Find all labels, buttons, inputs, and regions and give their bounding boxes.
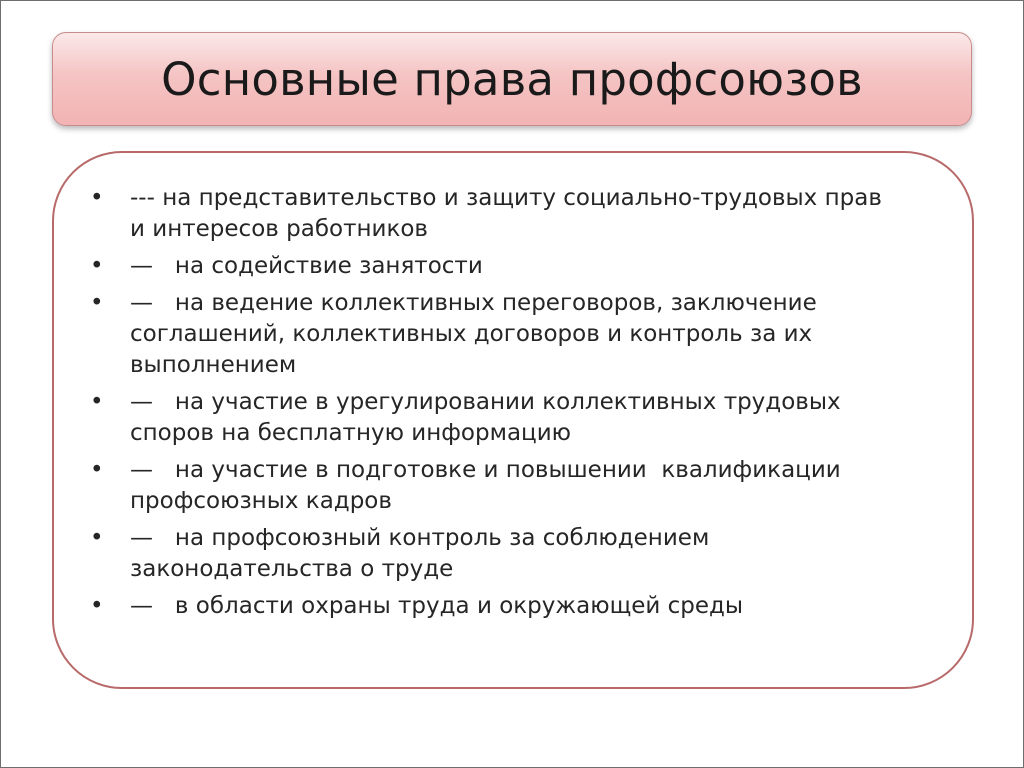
list-item-text: --- на представительство и защиту социально-трудовых прав и интересов работников xyxy=(130,185,882,242)
list-item-text: — на содействие занятости xyxy=(130,253,483,279)
rights-list xyxy=(84,183,944,628)
list-item xyxy=(84,251,944,282)
content-panel xyxy=(52,151,974,689)
bullet-icon: • xyxy=(90,185,104,211)
bullet-icon: • xyxy=(90,593,104,619)
bullet-icon: • xyxy=(90,525,104,551)
list-item-text: — на участие в урегулировании коллективных трудовых споров на бесплатную информацию xyxy=(130,389,841,446)
list-item xyxy=(84,183,944,245)
slide-title: Основные права профсоюзов xyxy=(161,52,863,106)
list-item xyxy=(84,288,944,381)
list-item-text: — на участие в подготовке и повышении квалификации профсоюзных кадров xyxy=(130,457,841,514)
bullet-icon: • xyxy=(90,290,104,316)
list-item xyxy=(84,523,944,585)
bullet-icon: • xyxy=(90,253,104,279)
list-item-text: — на ведение коллективных переговоров, заключение соглашений, коллективных договоров и контроль за их выполнением xyxy=(130,290,817,378)
bullet-icon: • xyxy=(90,457,104,483)
list-item-text: — в области охраны труда и окружающей среды xyxy=(130,593,744,619)
list-item-text: — на профсоюзный контроль за соблюдением законодательства о труде xyxy=(130,525,710,582)
list-item xyxy=(84,387,944,449)
bullet-icon: • xyxy=(90,389,104,415)
list-item xyxy=(84,591,944,622)
title-banner xyxy=(52,32,972,126)
list-item xyxy=(84,455,944,517)
